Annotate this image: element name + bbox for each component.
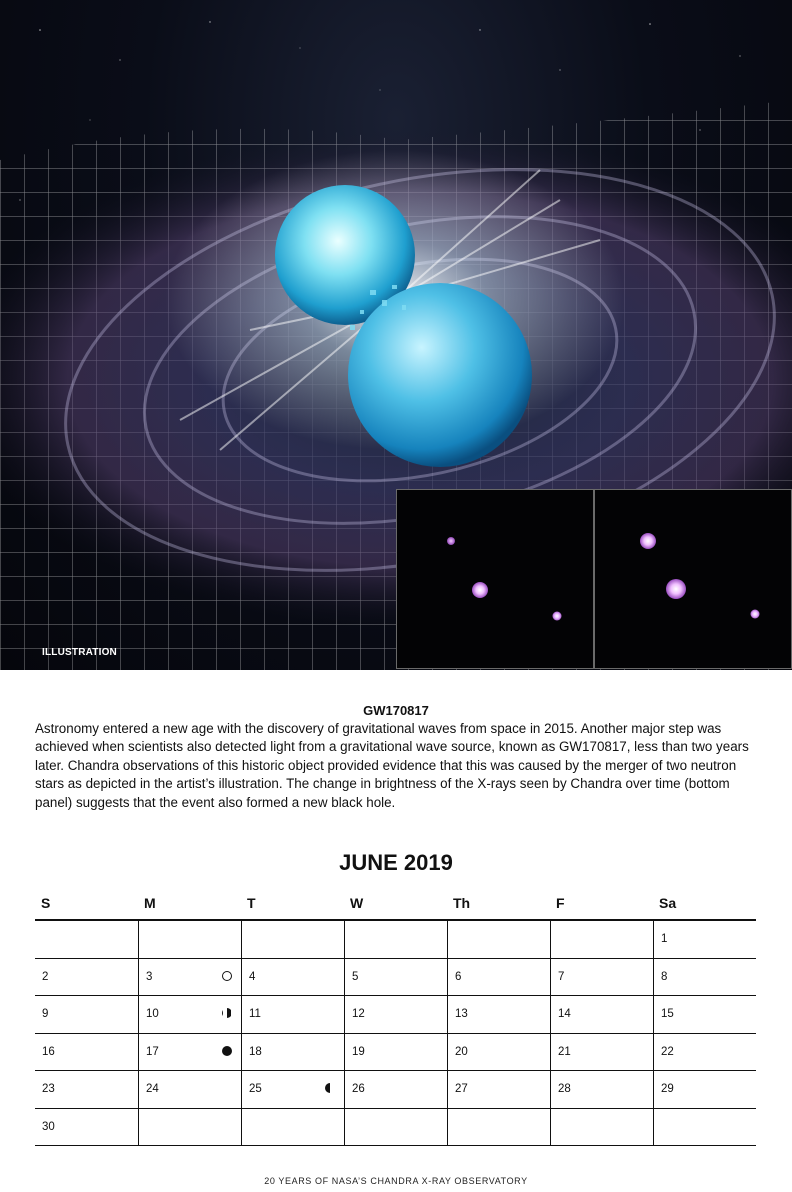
calendar-day-cell [653, 1071, 756, 1108]
calendar-day-cell [138, 959, 241, 996]
calendar-day-cell [138, 1034, 241, 1071]
xray-source [666, 579, 686, 599]
day-number: 23 [42, 1083, 55, 1095]
day-number: 28 [558, 1083, 571, 1095]
weekday-header-row [35, 888, 756, 921]
calendar-weeks [35, 921, 756, 1146]
weekday-label: F [556, 895, 565, 911]
weekday-label: Th [453, 895, 471, 911]
day-number: 7 [558, 970, 565, 983]
calendar-week-row [35, 1071, 756, 1109]
first-quarter-moon-icon [222, 1008, 232, 1018]
new-moon-icon [222, 1046, 232, 1056]
calendar-month-title: JUNE 2019 [339, 850, 453, 875]
day-number: 26 [352, 1083, 365, 1095]
xray-panel-early [396, 489, 594, 669]
day-number: 9 [42, 1008, 49, 1020]
calendar-day-cell [138, 1109, 241, 1146]
day-number: 11 [249, 1008, 261, 1020]
calendar-grid [35, 888, 756, 1146]
last-quarter-moon-icon [325, 1083, 335, 1093]
calendar-day-cell [344, 959, 447, 996]
day-number: 17 [146, 1045, 159, 1058]
calendar-day-cell [447, 1034, 550, 1071]
day-number: 22 [661, 1045, 674, 1058]
caption-title: GW170817 [363, 703, 429, 718]
day-number: 20 [455, 1045, 468, 1058]
day-number: 1 [661, 933, 668, 945]
day-number: 24 [146, 1083, 159, 1095]
calendar-day-cell [344, 921, 447, 958]
calendar-day-cell [447, 1109, 550, 1146]
day-number: 27 [455, 1083, 468, 1095]
calendar-day-cell [550, 921, 653, 958]
calendar-day-cell [653, 1034, 756, 1071]
calendar-day-cell [35, 921, 138, 958]
day-number: 10 [146, 1008, 159, 1020]
calendar-day-cell [550, 1109, 653, 1146]
day-number: 15 [661, 1008, 674, 1020]
calendar-day-cell [653, 921, 756, 958]
weekday-label: S [41, 895, 51, 911]
xray-source [640, 533, 656, 549]
calendar-day-cell [241, 1034, 344, 1071]
calendar-week-row [35, 1034, 756, 1072]
calendar-week-row [35, 996, 756, 1034]
day-number: 29 [661, 1083, 674, 1095]
xray-source [751, 610, 760, 619]
calendar-day-cell [550, 1034, 653, 1071]
day-number: 21 [558, 1045, 571, 1058]
day-number: 4 [249, 970, 256, 983]
calendar-day-cell [241, 1109, 344, 1146]
calendar-week-row [35, 959, 756, 997]
day-number: 30 [42, 1120, 55, 1133]
calendar-day-cell [653, 996, 756, 1033]
day-number: 12 [352, 1008, 365, 1020]
calendar-day-cell [550, 1071, 653, 1108]
xray-panel-late [594, 489, 792, 669]
weekday-label: W [350, 895, 364, 911]
calendar-day-cell [344, 1034, 447, 1071]
day-number: 13 [455, 1008, 468, 1020]
day-number: 18 [249, 1045, 262, 1058]
calendar-day-cell [35, 1034, 138, 1071]
calendar-day-cell [550, 996, 653, 1033]
day-number: 5 [352, 970, 359, 983]
calendar-day-cell [35, 959, 138, 996]
calendar-day-cell [138, 1071, 241, 1108]
day-number: 16 [42, 1045, 55, 1058]
calendar-week-row [35, 921, 756, 959]
calendar-day-cell [35, 1109, 138, 1146]
calendar-day-cell [138, 996, 241, 1033]
weekday-label: M [144, 895, 156, 911]
weekday-label: Sa [659, 895, 677, 911]
day-number: 3 [146, 970, 153, 983]
xray-source [472, 582, 488, 598]
calendar-day-cell [35, 1071, 138, 1108]
calendar-day-cell [550, 959, 653, 996]
day-number: 6 [455, 970, 462, 983]
calendar-week-row [35, 1109, 756, 1147]
illustration-label: ILLUSTRATION [42, 647, 117, 658]
calendar-day-cell [447, 1071, 550, 1108]
calendar-day-cell [653, 1109, 756, 1146]
footer-text: 20 YEARS OF NASA’S CHANDRA X-RAY OBSERVATORY [264, 1176, 528, 1186]
xray-source [447, 537, 455, 545]
day-number: 14 [558, 1008, 571, 1020]
calendar-day-cell [241, 996, 344, 1033]
calendar-day-cell [344, 996, 447, 1033]
xray-source [553, 612, 562, 621]
day-number: 8 [661, 970, 668, 983]
day-number: 2 [42, 970, 49, 983]
caption-body: Astronomy entered a new age with the discovery of gravitational waves from space in 2015. Another major step was achieved when scientists also detected light from a gravitational wave source, known as GW170817, less than two years later. Chandra observations of this historic object provided evidence that this was caused by the merger of two neutron stars as depicted in the artist’s illustration. The change in brightness of the X-rays seen by Chandra over time (bottom panel) suggests that the event also formed a new black hole. [35, 721, 749, 810]
calendar-day-cell [344, 1071, 447, 1108]
calendar-day-cell [241, 1071, 344, 1108]
calendar-day-cell [241, 921, 344, 958]
calendar-day-cell [447, 996, 550, 1033]
calendar-day-cell [344, 1109, 447, 1146]
calendar-day-cell [241, 959, 344, 996]
calendar-day-cell [35, 996, 138, 1033]
full-moon-icon [222, 971, 232, 981]
calendar-day-cell [138, 921, 241, 958]
day-number: 19 [352, 1045, 365, 1058]
calendar-day-cell [653, 959, 756, 996]
calendar-day-cell [447, 921, 550, 958]
calendar-day-cell [447, 959, 550, 996]
day-number: 25 [249, 1083, 262, 1095]
weekday-label: T [247, 895, 256, 911]
